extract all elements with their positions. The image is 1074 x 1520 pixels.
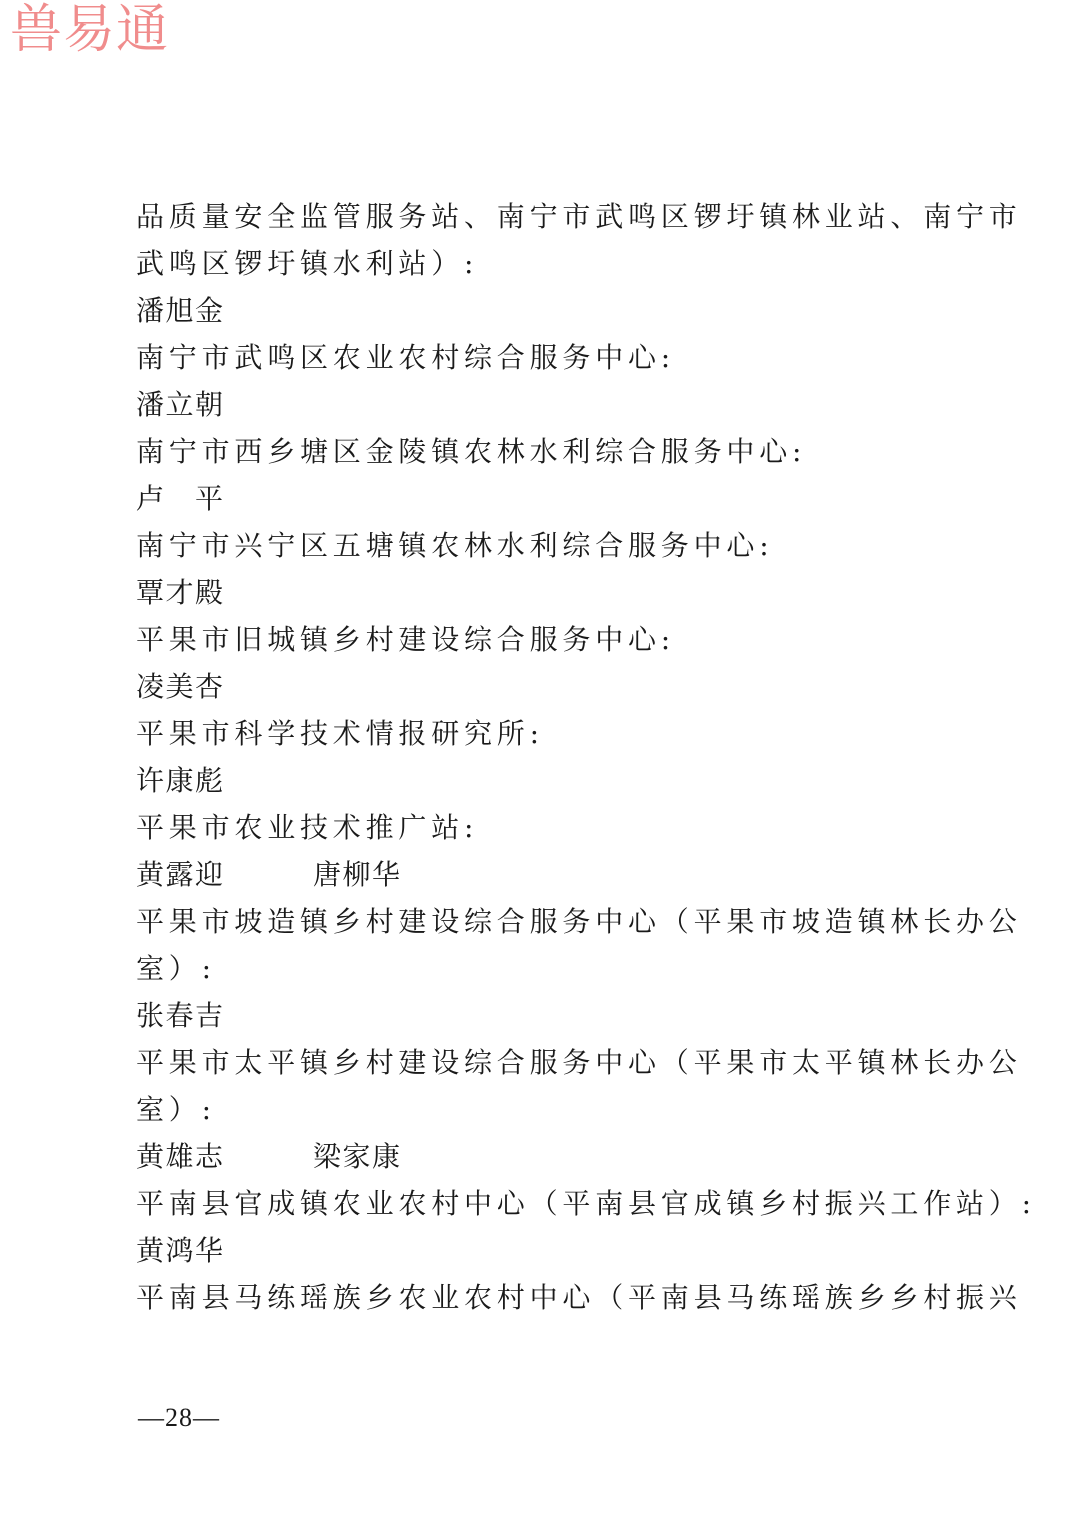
organization-line: 平果市农业技术推广站: (136, 811, 479, 844)
person-names-line: 许康彪 (136, 764, 225, 797)
organization-line: 室）: (136, 1093, 216, 1126)
organization-line: 平果市科学技术情报研究所: (136, 717, 544, 750)
organization-line: 室）: (136, 952, 216, 985)
person-names-line: 黄露迎 唐柳华 (136, 858, 402, 891)
watermark-logo: 兽易通 (10, 0, 170, 60)
organization-line: 南宁市西乡塘区金陵镇农林水利综合服务中心: (136, 435, 807, 468)
organization-line: 平南县官成镇农业农村中心（平南县官成镇乡村振兴工作站）: (136, 1187, 1036, 1220)
person-names-line: 潘立朝 (136, 388, 225, 421)
organization-line: 品质量安全监管服务站、南宁市武鸣区锣圩镇林业站、南宁市 (136, 200, 1022, 233)
organization-line: 南宁市兴宁区五塘镇农林水利综合服务中心: (136, 529, 774, 562)
person-names-line: 黄雄志 梁家康 (136, 1140, 402, 1173)
page-number: —28— (138, 1403, 220, 1432)
organization-line: 平果市太平镇乡村建设综合服务中心（平果市太平镇林长办公 (136, 1046, 1022, 1079)
organization-line: 南宁市武鸣区农业农村综合服务中心: (136, 341, 676, 374)
organization-line: 武鸣区锣圩镇水利站）: (136, 247, 479, 280)
person-names-line: 黄鸿华 (136, 1234, 225, 1267)
organization-line: 平果市旧城镇乡村建设综合服务中心: (136, 623, 676, 656)
person-names-line: 张春吉 (136, 999, 225, 1032)
person-names-line: 凌美杏 (136, 670, 225, 703)
organization-line: 平南县马练瑶族乡农业农村中心（平南县马练瑶族乡乡村振兴 (136, 1281, 1022, 1314)
document-body (136, 193, 1036, 1321)
person-names-line: 覃才殿 (136, 576, 225, 609)
organization-line: 平果市坡造镇乡村建设综合服务中心（平果市坡造镇林长办公 (136, 905, 1022, 938)
person-names-line: 潘旭金 (136, 294, 225, 327)
person-names-line: 卢 平 (136, 482, 225, 515)
